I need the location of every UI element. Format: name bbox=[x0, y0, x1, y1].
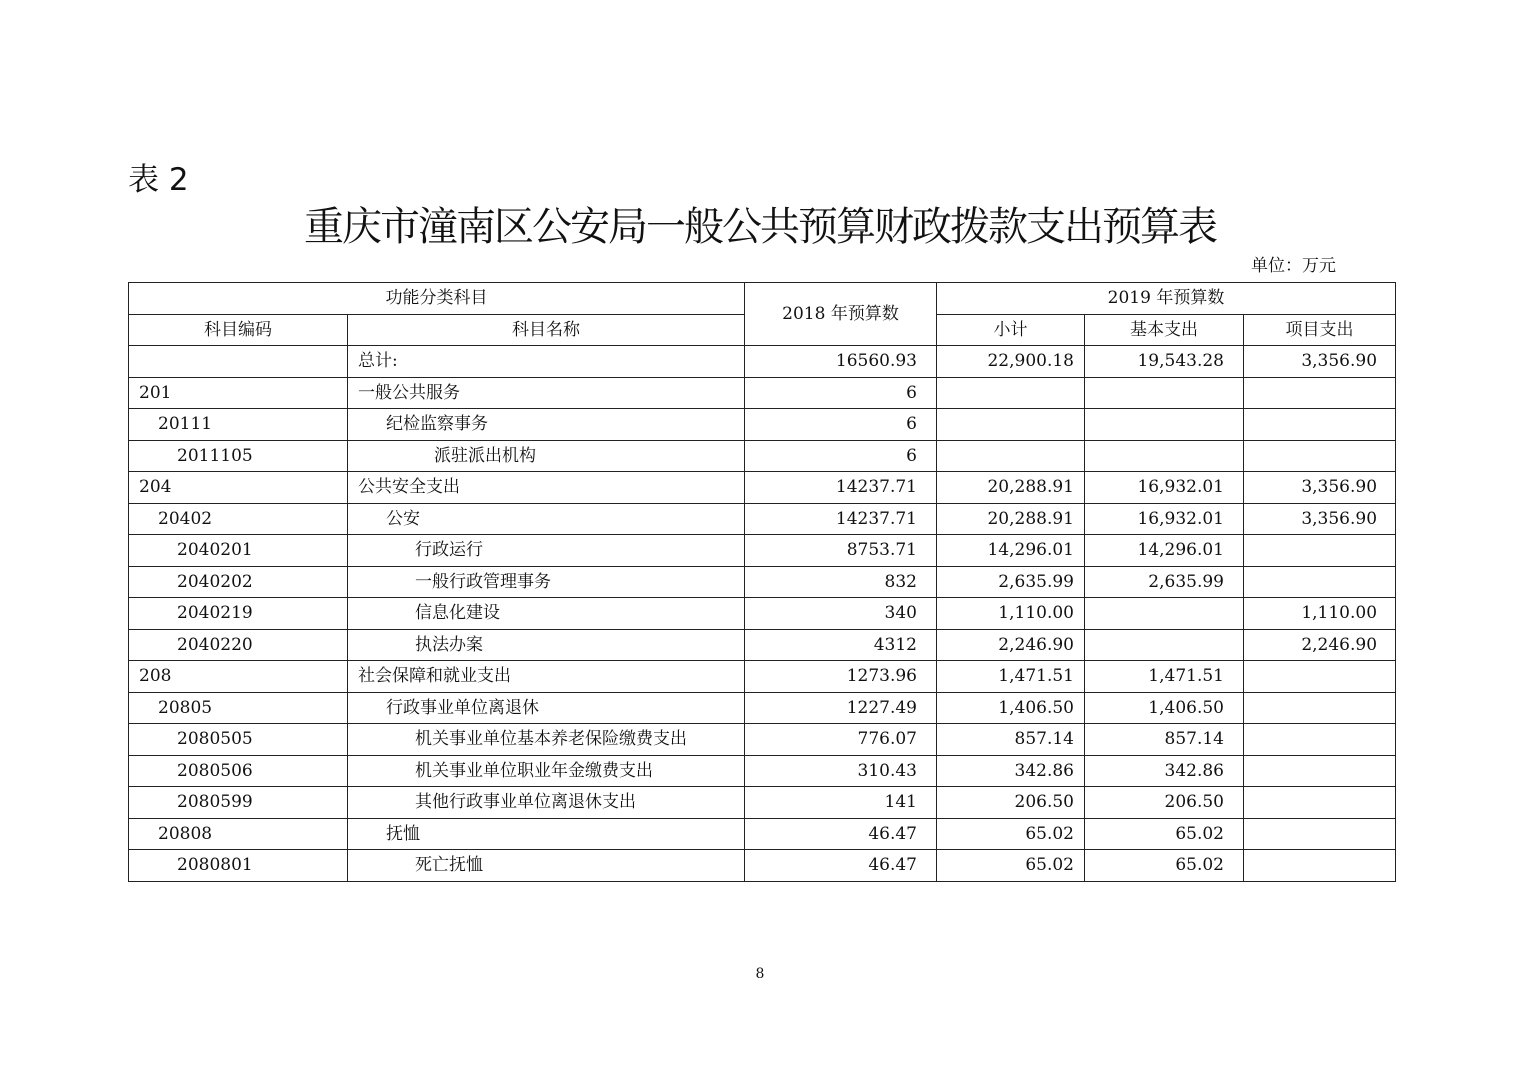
cell-subtotal: 65.02 bbox=[937, 850, 1085, 882]
cell-basic bbox=[1085, 598, 1244, 630]
cell-subtotal bbox=[937, 440, 1085, 472]
cell-2018: 46.47 bbox=[745, 818, 937, 850]
cell-subtotal: 1,471.51 bbox=[937, 661, 1085, 693]
cell-name: 总计: bbox=[348, 346, 745, 378]
cell-subtotal: 14,296.01 bbox=[937, 535, 1085, 567]
cell-subtotal: 1,110.00 bbox=[937, 598, 1085, 630]
cell-project bbox=[1244, 535, 1396, 567]
cell-code bbox=[129, 346, 348, 378]
cell-name: 公共安全支出 bbox=[348, 472, 745, 504]
header-subject-name: 科目名称 bbox=[348, 314, 745, 346]
cell-project bbox=[1244, 724, 1396, 756]
cell-project bbox=[1244, 409, 1396, 441]
cell-code: 20402 bbox=[129, 503, 348, 535]
cell-basic: 65.02 bbox=[1085, 850, 1244, 882]
table-row bbox=[129, 755, 1396, 787]
cell-2018: 4312 bbox=[745, 629, 937, 661]
cell-name: 派驻派出机构 bbox=[348, 440, 745, 472]
cell-code: 2080599 bbox=[129, 787, 348, 819]
cell-name: 一般行政管理事务 bbox=[348, 566, 745, 598]
cell-code: 20111 bbox=[129, 409, 348, 441]
cell-2018: 14237.71 bbox=[745, 472, 937, 504]
cell-name: 一般公共服务 bbox=[348, 377, 745, 409]
table-row bbox=[129, 724, 1396, 756]
cell-project bbox=[1244, 818, 1396, 850]
cell-name: 公安 bbox=[348, 503, 745, 535]
cell-name: 其他行政事业单位离退休支出 bbox=[348, 787, 745, 819]
cell-2018: 1273.96 bbox=[745, 661, 937, 693]
cell-basic: 65.02 bbox=[1085, 818, 1244, 850]
cell-2018: 776.07 bbox=[745, 724, 937, 756]
cell-project bbox=[1244, 755, 1396, 787]
cell-subtotal: 20,288.91 bbox=[937, 472, 1085, 504]
cell-project: 3,356.90 bbox=[1244, 503, 1396, 535]
cell-subtotal bbox=[937, 377, 1085, 409]
cell-code: 2040220 bbox=[129, 629, 348, 661]
table-row bbox=[129, 818, 1396, 850]
cell-basic: 342.86 bbox=[1085, 755, 1244, 787]
cell-basic: 206.50 bbox=[1085, 787, 1244, 819]
table-row bbox=[129, 661, 1396, 693]
cell-name: 抚恤 bbox=[348, 818, 745, 850]
cell-code: 2040201 bbox=[129, 535, 348, 567]
cell-2018: 340 bbox=[745, 598, 937, 630]
header-row-top bbox=[129, 283, 1396, 315]
cell-project bbox=[1244, 440, 1396, 472]
cell-project bbox=[1244, 787, 1396, 819]
header-project-expenditure: 项目支出 bbox=[1244, 314, 1396, 346]
cell-subtotal: 1,406.50 bbox=[937, 692, 1085, 724]
cell-code: 20805 bbox=[129, 692, 348, 724]
cell-basic bbox=[1085, 377, 1244, 409]
cell-2018: 6 bbox=[745, 377, 937, 409]
cell-basic: 16,932.01 bbox=[1085, 503, 1244, 535]
table-label: 表 2 bbox=[128, 162, 189, 198]
table-row bbox=[129, 787, 1396, 819]
header-functional-category: 功能分类科目 bbox=[129, 283, 745, 315]
table-row bbox=[129, 440, 1396, 472]
cell-project bbox=[1244, 377, 1396, 409]
unit-label: 单位：万元 bbox=[1251, 256, 1336, 276]
cell-subtotal: 22,900.18 bbox=[937, 346, 1085, 378]
cell-project bbox=[1244, 566, 1396, 598]
table-row bbox=[129, 850, 1396, 882]
table-row bbox=[129, 566, 1396, 598]
header-subtotal: 小计 bbox=[937, 314, 1085, 346]
table-row bbox=[129, 346, 1396, 378]
cell-2018: 141 bbox=[745, 787, 937, 819]
cell-project: 2,246.90 bbox=[1244, 629, 1396, 661]
cell-2018: 8753.71 bbox=[745, 535, 937, 567]
cell-2018: 14237.71 bbox=[745, 503, 937, 535]
cell-basic bbox=[1085, 409, 1244, 441]
cell-code: 2040219 bbox=[129, 598, 348, 630]
cell-subtotal: 2,635.99 bbox=[937, 566, 1085, 598]
cell-basic: 1,471.51 bbox=[1085, 661, 1244, 693]
document-title: 重庆市潼南区公安局一般公共预算财政拨款支出预算表 bbox=[304, 204, 1216, 250]
cell-basic bbox=[1085, 629, 1244, 661]
cell-code: 204 bbox=[129, 472, 348, 504]
table-row bbox=[129, 503, 1396, 535]
cell-2018: 832 bbox=[745, 566, 937, 598]
cell-name: 机关事业单位基本养老保险缴费支出 bbox=[348, 724, 745, 756]
cell-basic: 16,932.01 bbox=[1085, 472, 1244, 504]
table-row bbox=[129, 535, 1396, 567]
cell-code: 2080506 bbox=[129, 755, 348, 787]
cell-2018: 6 bbox=[745, 409, 937, 441]
cell-project bbox=[1244, 850, 1396, 882]
cell-name: 纪检监察事务 bbox=[348, 409, 745, 441]
table-row bbox=[129, 377, 1396, 409]
cell-code: 2011105 bbox=[129, 440, 348, 472]
cell-project: 1,110.00 bbox=[1244, 598, 1396, 630]
cell-project: 3,356.90 bbox=[1244, 472, 1396, 504]
cell-basic bbox=[1085, 440, 1244, 472]
budget-table bbox=[128, 282, 1396, 882]
cell-code: 2080505 bbox=[129, 724, 348, 756]
cell-code: 201 bbox=[129, 377, 348, 409]
cell-2018: 6 bbox=[745, 440, 937, 472]
header-budget-2018: 2018 年预算数 bbox=[745, 283, 937, 346]
cell-2018: 310.43 bbox=[745, 755, 937, 787]
cell-2018: 1227.49 bbox=[745, 692, 937, 724]
cell-basic: 1,406.50 bbox=[1085, 692, 1244, 724]
cell-project bbox=[1244, 692, 1396, 724]
cell-basic: 14,296.01 bbox=[1085, 535, 1244, 567]
cell-project bbox=[1244, 661, 1396, 693]
cell-2018: 16560.93 bbox=[745, 346, 937, 378]
cell-name: 社会保障和就业支出 bbox=[348, 661, 745, 693]
page-number: 8 bbox=[755, 966, 765, 982]
table-row bbox=[129, 598, 1396, 630]
cell-code: 2080801 bbox=[129, 850, 348, 882]
table-row bbox=[129, 409, 1396, 441]
cell-name: 执法办案 bbox=[348, 629, 745, 661]
cell-basic: 19,543.28 bbox=[1085, 346, 1244, 378]
table-row bbox=[129, 629, 1396, 661]
header-basic-expenditure: 基本支出 bbox=[1085, 314, 1244, 346]
table-row bbox=[129, 692, 1396, 724]
table-row bbox=[129, 472, 1396, 504]
cell-code: 20808 bbox=[129, 818, 348, 850]
cell-name: 行政运行 bbox=[348, 535, 745, 567]
cell-name: 行政事业单位离退休 bbox=[348, 692, 745, 724]
cell-subtotal: 342.86 bbox=[937, 755, 1085, 787]
cell-code: 2040202 bbox=[129, 566, 348, 598]
cell-code: 208 bbox=[129, 661, 348, 693]
cell-subtotal: 857.14 bbox=[937, 724, 1085, 756]
header-subject-code: 科目编码 bbox=[129, 314, 348, 346]
cell-subtotal: 206.50 bbox=[937, 787, 1085, 819]
cell-subtotal: 20,288.91 bbox=[937, 503, 1085, 535]
cell-subtotal: 2,246.90 bbox=[937, 629, 1085, 661]
cell-name: 死亡抚恤 bbox=[348, 850, 745, 882]
cell-subtotal bbox=[937, 409, 1085, 441]
cell-name: 信息化建设 bbox=[348, 598, 745, 630]
cell-2018: 46.47 bbox=[745, 850, 937, 882]
cell-basic: 857.14 bbox=[1085, 724, 1244, 756]
cell-name: 机关事业单位职业年金缴费支出 bbox=[348, 755, 745, 787]
cell-project: 3,356.90 bbox=[1244, 346, 1396, 378]
cell-basic: 2,635.99 bbox=[1085, 566, 1244, 598]
cell-subtotal: 65.02 bbox=[937, 818, 1085, 850]
header-budget-2019: 2019 年预算数 bbox=[937, 283, 1396, 315]
